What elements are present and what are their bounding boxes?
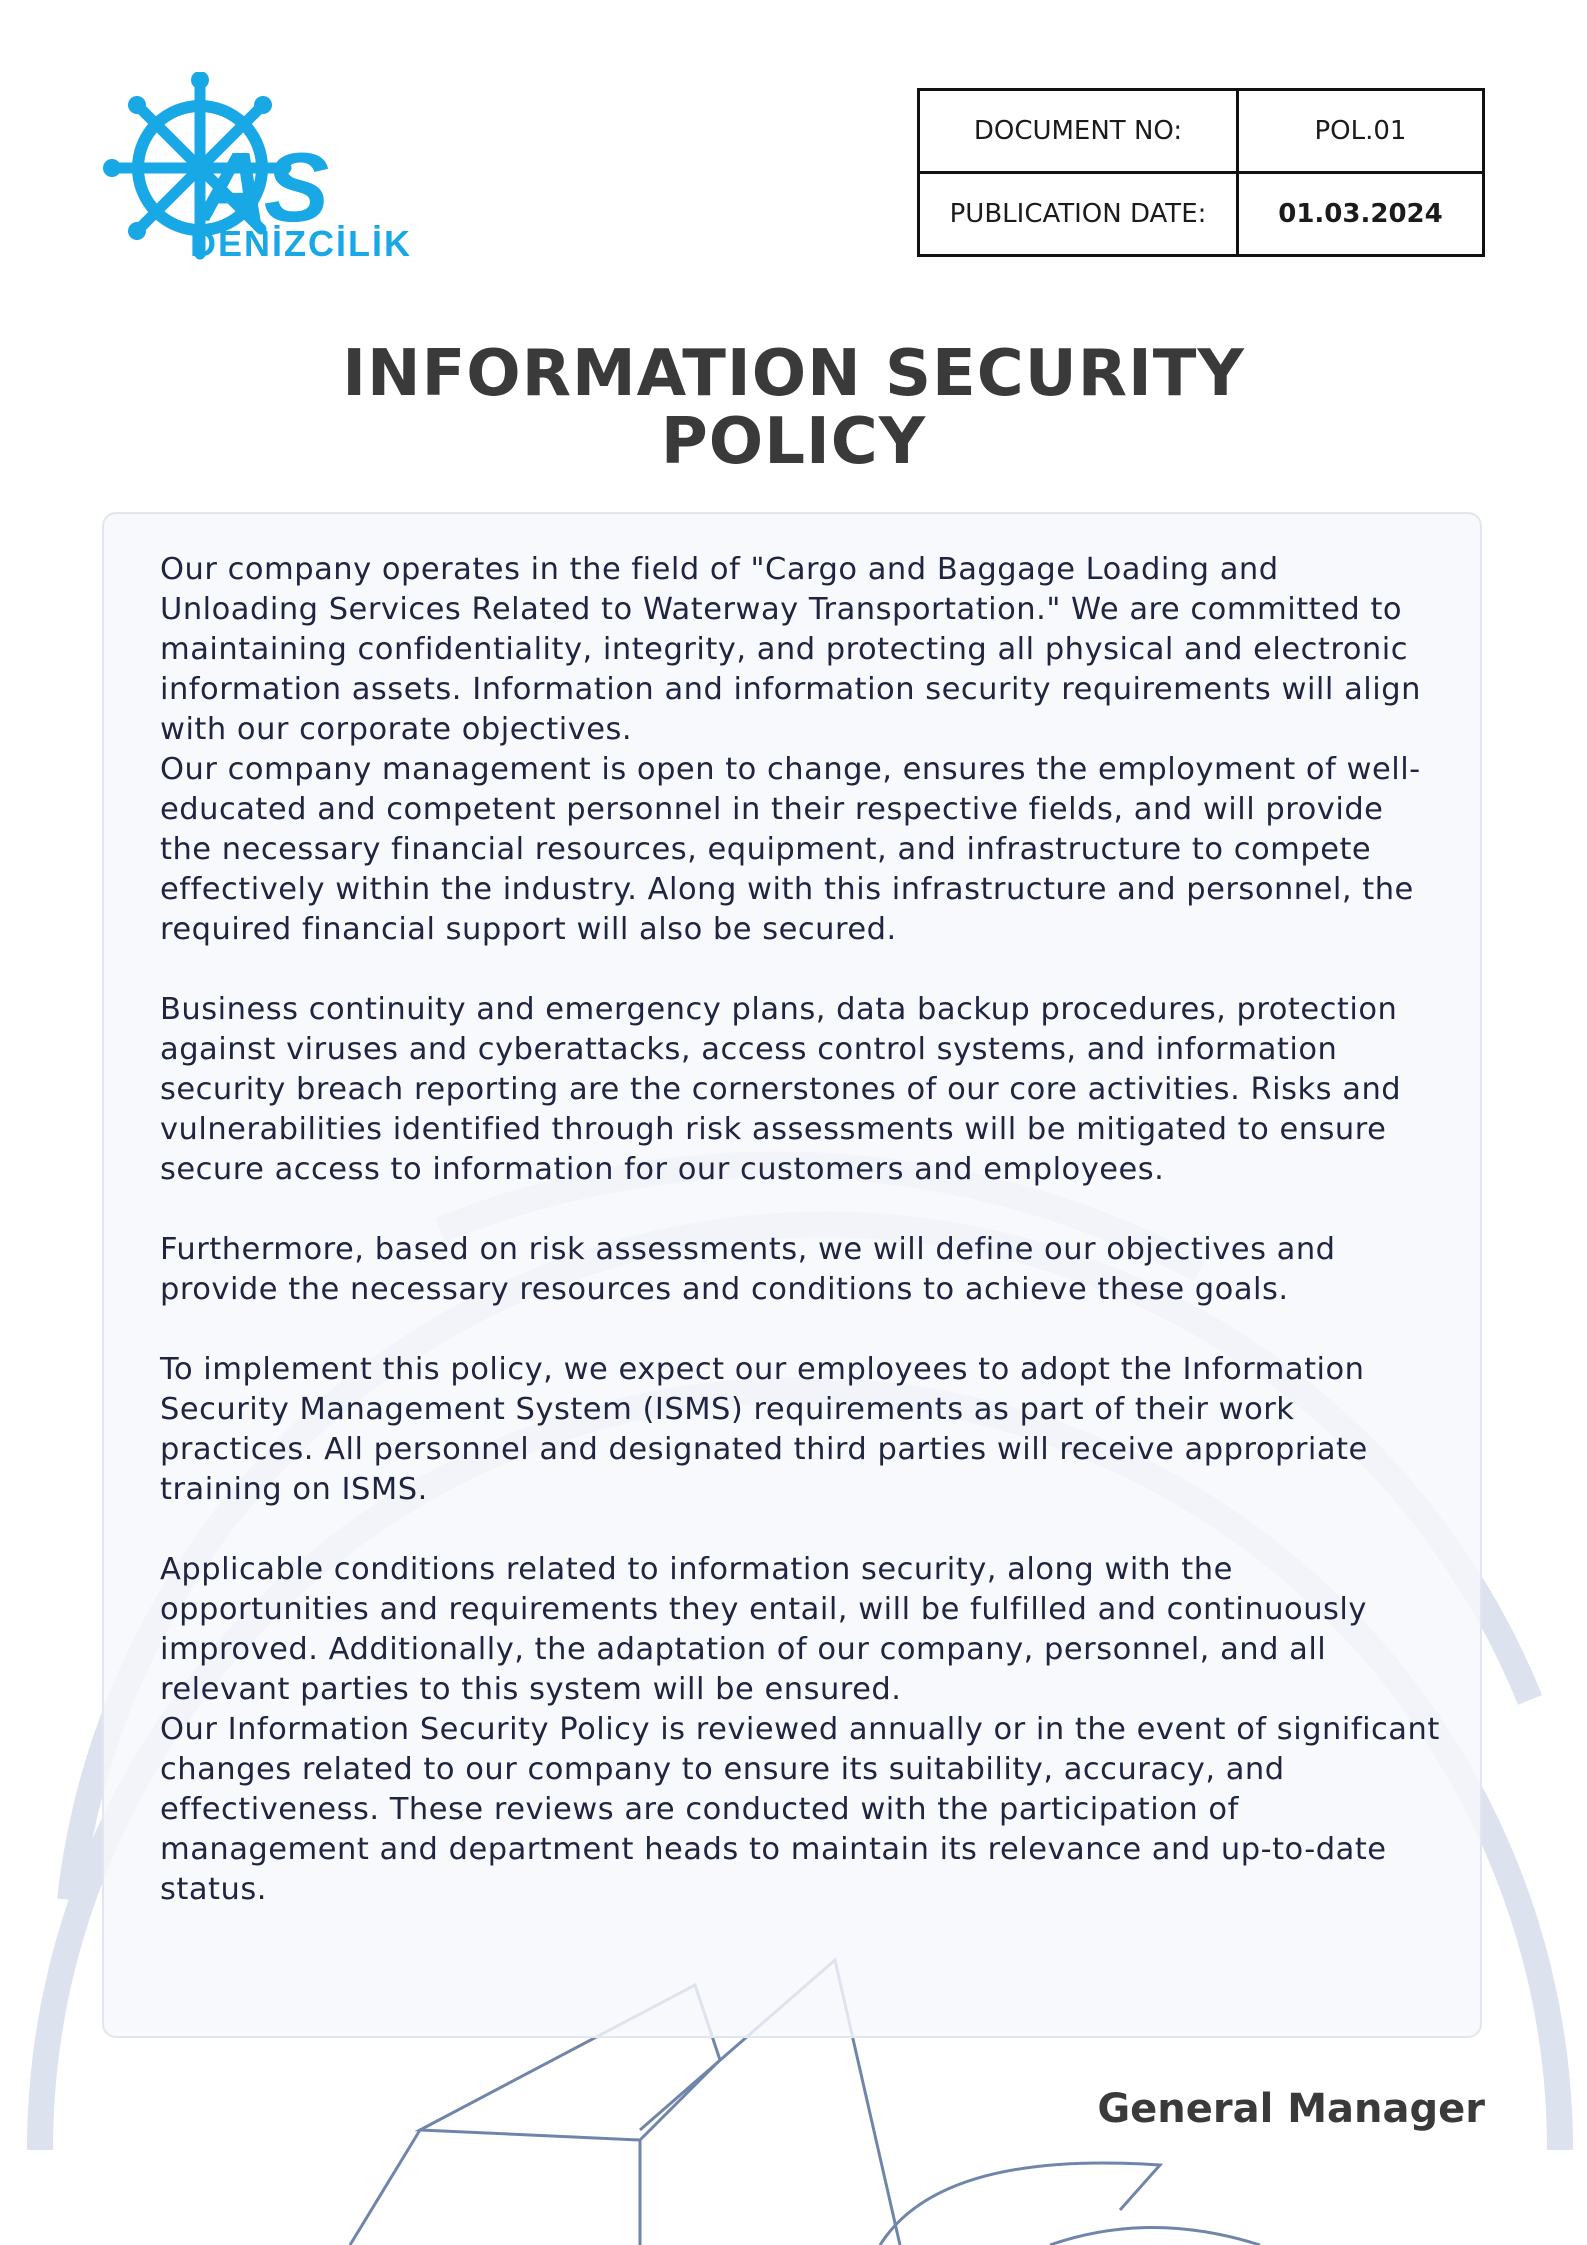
document-info-table <box>917 88 1485 257</box>
policy-paragraph-6: Applicable conditions related to information security, along with the opportunities and requirements they entail, will be fulfilled and continuously improved. Additionally, the adaptation of our company, personnel, and all relevant parties to this system will be ensured. <box>160 1552 1367 1707</box>
publication-date-value: 01.03.2024 <box>1238 173 1484 256</box>
policy-paragraph-5: To implement this policy, we expect our employees to adopt the Information Security Management System (ISMS) requirements as part of their work practices. All personnel and designated third parties will receive appropriate training on ISMS. <box>160 1352 1368 1507</box>
logo-brand-sub: DENİZCİLİK <box>190 223 412 264</box>
document-no-row <box>919 90 1484 173</box>
policy-paragraph-4: Furthermore, based on risk assessments, we will define our objectives and provide the necessary resources and conditions to achieve these goals. <box>160 1232 1336 1307</box>
publication-date-label: PUBLICATION DATE: <box>919 173 1238 256</box>
signature-general-manager: General Manager <box>1097 2086 1485 2132</box>
title-line-2: POLICY <box>660 405 927 479</box>
publication-date-row <box>919 173 1484 256</box>
document-no-label: DOCUMENT NO: <box>919 90 1238 173</box>
title-line-1: INFORMATION SECURITY <box>342 337 1245 411</box>
page-title <box>0 337 1587 479</box>
policy-paragraph-1: Our company operates in the field of "Cargo and Baggage Loading and Unloading Services Related to Waterway Transportation." We are committed to maintaining confidentiality, integrity, and protecting all physical and electronic information assets. Information and information security requirements will align with our corporate objectives. <box>160 552 1421 747</box>
policy-paragraph-7: Our Information Security Policy is reviewed annually or in the event of significant changes related to our company to ensure its suitability, accuracy, and effectiveness. These reviews are conducted with the participation of management and department heads to maintain its relevance and up-to-date status. <box>160 1712 1440 1907</box>
company-logo <box>92 72 422 272</box>
policy-body <box>160 550 1440 1910</box>
policy-paragraph-3: Business continuity and emergency plans, data backup procedures, protection against viruses and cyberattacks, access control systems, and information security breach reporting are the cornerstones of our core activities. Risks and vulnerabilities identified through risk assessments will be mitigated to ensure secure access to information for our customers and employees. <box>160 992 1402 1187</box>
logo-brand-main: AS <box>197 132 326 242</box>
policy-paragraph-2: Our company management is open to change, ensures the employment of well-educated and competent personnel in their respective fields, and will provide the necessary financial resources, equipment, and infrastructure to compete effectively within the industry. Along with this infrastructure and personnel, the required financial support will also be secured. <box>160 752 1421 947</box>
document-no-value: POL.01 <box>1238 90 1484 173</box>
